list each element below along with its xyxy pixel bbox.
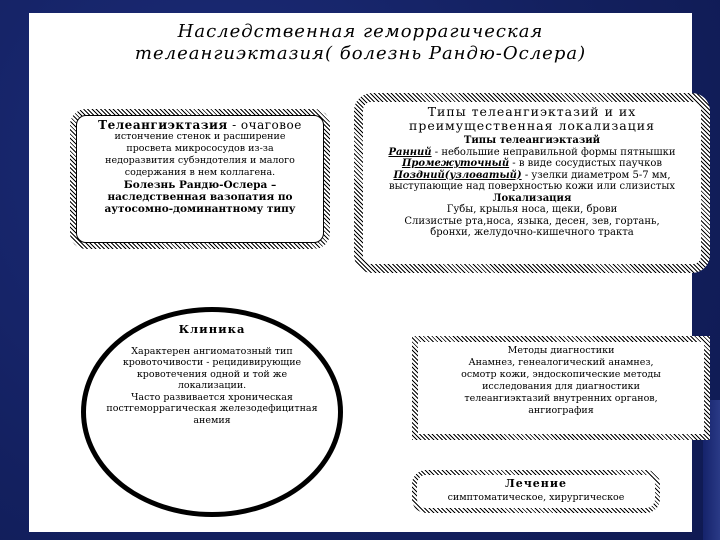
treatment-box [412,470,660,513]
diagnostics-box-inner [418,342,704,434]
type-late-continuation: выступающие над поверхностью кожи или слизистых [388,181,676,192]
definition-box-inner [76,115,324,243]
types-box [354,93,710,273]
definition-box [70,109,330,249]
clinic-heading: Клиника [178,322,246,336]
diagnostics-box [412,336,710,440]
slide-title [29,21,692,65]
types-subheading: Типы телеангиэктазий [463,135,601,146]
clinic-line: Часто развивается хроническая [131,391,293,403]
localization-line: бронхи, желудочно-кишечного тракта [430,227,634,238]
definition-line: содержания в нем коллагена. [124,167,276,178]
diagnostics-line: ангиография [528,405,594,416]
localization-line: Слизистые рта,носа, языка, десен, зев, гортань, [404,215,660,227]
type-late-text: - узелки диаметром 5-7 мм, [521,169,671,181]
types-box-inner [363,102,701,264]
localization-heading: Локализация [492,192,572,204]
definition-heading [83,119,317,131]
slide-canvas [29,13,692,532]
clinic-line: Характерен ангиоматозный тип [131,345,293,357]
diagnostics-line: исследования для диагностики [482,381,640,392]
types-heading-line: преимущественная локализация [408,118,655,133]
clinic-line: постгеморрагическая железодефицитная [106,403,318,414]
type-late [369,170,695,182]
clinic-line: кровотечения одной и той же [136,368,288,380]
definition-term-suffix: - очаговое [227,118,302,132]
disease-line: аутосомно-доминантному типу [104,203,296,215]
type-intermediate [369,158,695,170]
type-intermediate-text: - в виде сосудистых паучков [509,158,663,169]
title-line-1: Наследственная геморрагическая [177,21,544,42]
type-late-term: Поздний(узловатый) [393,169,522,181]
treatment-text: симптоматическое, хирургическое [447,492,625,503]
treatment-box-inner [417,475,655,508]
type-intermediate-term: Промежуточный [401,158,510,169]
clinic-ellipse [81,307,343,517]
treatment-heading: Лечение [505,477,567,490]
diagnostics-heading: Методы диагностики [507,345,615,356]
disease-heading: Болезнь Рандю-Ослера – [123,179,277,191]
type-early-text: - небольшие неправильной формы пятнышки [431,146,676,158]
types-heading [369,105,695,133]
clinic-line: анемия [193,414,231,426]
definition-line: недоразвития субэндотелия и малого [105,155,295,166]
diagnostics-line: осмотр кожи, эндоскопические методы [461,369,661,380]
definition-line: просвета микрососудов из-за [126,143,274,154]
clinic-line: локализации. [177,380,247,391]
types-heading-line: Типы телеангиэктазий и их [427,104,637,119]
disease-line: наследственная вазопатия по [107,191,293,203]
clinic-content [96,324,328,426]
diagnostics-line: телеангиэктазий внутренних органов, [464,393,658,404]
title-line-2: телеангиэктазия( болезнь Рандю-Ослера) [134,43,587,64]
clinic-line: кровоточивости - рецидивирующие [122,357,302,368]
diagnostics-line: Анамнез, генеалогический анамнез, [468,357,654,368]
localization-line: Губы, крылья носа, щеки, брови [446,204,618,215]
definition-line: истончение стенок и расширение [114,131,286,142]
type-early-term: Ранний [388,146,432,158]
type-early [369,147,695,159]
definition-term: Телеангиэктазия [98,118,228,132]
